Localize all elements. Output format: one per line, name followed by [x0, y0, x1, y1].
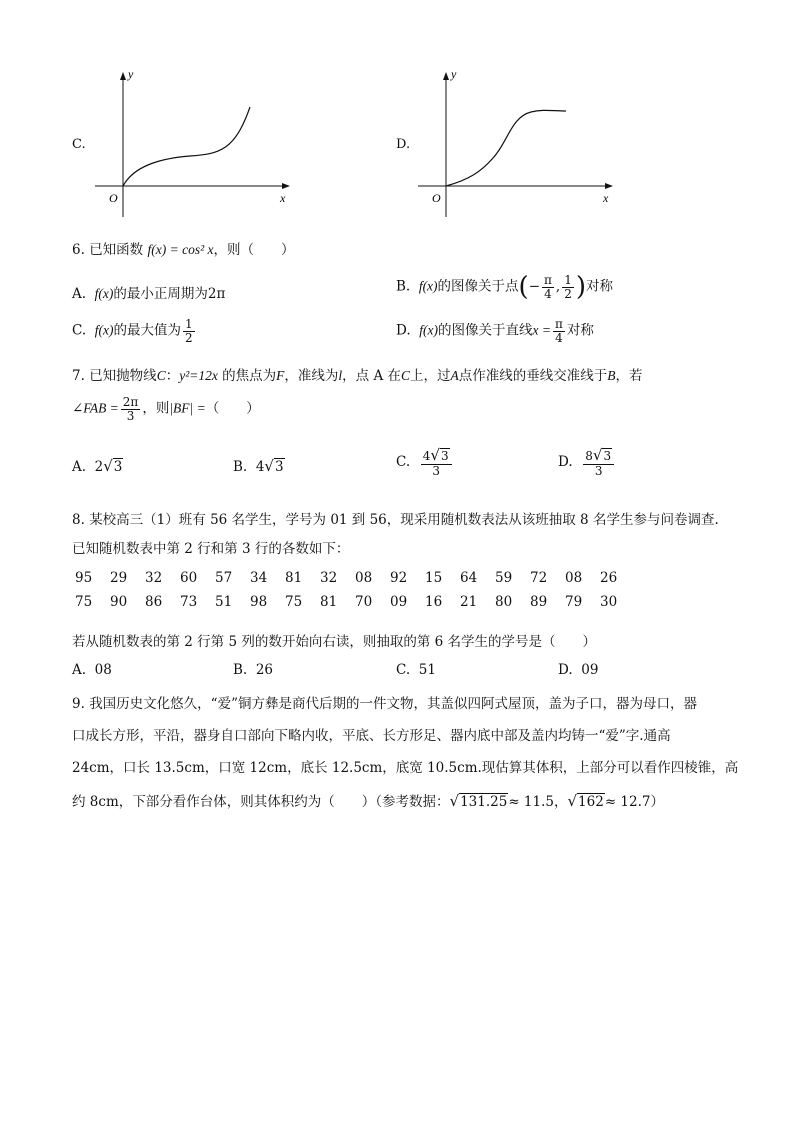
random-number: 73	[180, 594, 198, 610]
q9-line1: 我国历史文化悠久，“爱”铜方彝是商代后期的一件文物，其盖似四阿式屋顶，盖为子口，器为母口，器	[89, 696, 697, 712]
graph-d-x-label: x	[603, 191, 609, 205]
graph-c-x-label: x	[280, 191, 286, 205]
q6-option-d[interactable]	[396, 318, 594, 344]
q8-option-d[interactable]	[558, 662, 598, 678]
graph-d	[413, 62, 623, 222]
q7-option-c-frac: $\frac{4√3}{3}$	[421, 448, 452, 477]
q6-option-a[interactable]	[72, 282, 225, 302]
q7-option-d-frac: $\frac{8√3}{3}$	[583, 448, 614, 477]
random-number: 81	[285, 570, 303, 586]
q6-option-d-label: D.	[396, 322, 411, 339]
random-number: 34	[250, 570, 268, 586]
q6-option-b-label: B.	[396, 278, 411, 295]
q9-stem-line3: 24cm，口长 13.5cm，口宽 12cm，底长 12.5cm，底宽 10.5cm.现估算其体积，上部分可以看作四棱锥，高	[72, 760, 739, 776]
q8-option-b-value: 26	[255, 662, 273, 678]
q6-function: f(x) = cos² x	[147, 242, 214, 257]
q8-line1: 某校高三（1）班有 56 名学生，学号为 01 到 56，现采用随机数表法从该班抽取 8 名学生参与问卷调查.	[89, 512, 719, 528]
q6-option-c-frac: $\frac{1}{2}$	[184, 317, 193, 345]
random-number: 26	[600, 570, 618, 586]
q8-option-c-label: C.	[396, 662, 411, 678]
q7-option-b-label: B.	[233, 459, 248, 475]
random-number: 30	[600, 594, 618, 610]
q7-option-c[interactable]	[396, 448, 454, 477]
q6-option-c-func: f(x)	[94, 322, 114, 338]
q6-option-a-text: 的最小正周期为	[113, 286, 208, 302]
graph-d-origin: O	[432, 191, 441, 205]
q8-option-d-value: 09	[581, 662, 599, 678]
random-number: 08	[355, 570, 373, 586]
graph-d-y-arrow	[443, 72, 449, 80]
random-number: 57	[215, 570, 233, 586]
random-number: 09	[390, 594, 408, 610]
q7-option-d[interactable]	[558, 448, 616, 477]
random-number: 70	[355, 594, 373, 610]
random-number: 08	[565, 570, 583, 586]
q8-random-row-2	[75, 570, 635, 586]
q8-option-b-label: B.	[233, 662, 248, 678]
q6-option-c[interactable]	[72, 318, 197, 344]
q6-stem-pre: 已知函数	[89, 242, 144, 258]
q6-option-c-text: 的最大值为	[113, 322, 181, 339]
q6-option-b[interactable]: B. f(x)的图像关于点(− $\frac{\pi}{4}$ , $\frac{1}{2}$ )对称	[396, 272, 613, 302]
q8-stem-line1	[72, 508, 719, 528]
q7-option-c-label: C.	[396, 454, 411, 471]
q9-radical-2: 162	[578, 794, 604, 810]
option-c-graph-label: C.	[72, 137, 86, 152]
q7-stem-line1: 7. 已知抛物线C：y²=12x 的焦点为F，准线为l，点 A 在C上，过A点作准线的垂线交准线于B，若	[72, 368, 643, 384]
random-number: 29	[110, 570, 128, 586]
q7-bf: |BF| =	[169, 400, 206, 416]
random-number: 79	[565, 594, 583, 610]
q6-option-b-text: 的图像关于点	[437, 278, 519, 295]
random-number: 32	[145, 570, 163, 586]
q8-option-d-label: D.	[558, 662, 573, 678]
q7-stem-line2: ∠FAB = $\frac{2\pi}{3}$ ，则|BF| =（ ）	[72, 395, 260, 423]
random-number: 98	[250, 594, 268, 610]
q7-angle: ∠FAB =	[72, 400, 119, 416]
q6-option-a-func: f(x)	[94, 286, 114, 301]
q7-option-b[interactable]: B. 4√3	[233, 457, 284, 475]
q7-angle-frac: $\frac{2\pi}{3}$	[122, 395, 139, 423]
q7-option-a[interactable]: A. 2√3	[72, 457, 123, 475]
q7-option-a-label: A.	[72, 459, 87, 475]
q9-radical-1: 131.25	[460, 794, 508, 810]
q6-option-b-func: f(x)	[418, 278, 438, 294]
random-number: 59	[495, 570, 513, 586]
q6-option-d-var: x =	[532, 322, 551, 338]
random-number: 92	[390, 570, 408, 586]
random-number: 72	[530, 570, 548, 586]
random-number: 75	[285, 594, 303, 610]
q9-number: 9.	[72, 696, 85, 712]
option-d-graph-label: D.	[396, 137, 411, 152]
graph-c-y-arrow	[120, 72, 126, 80]
q8-option-c-value: 51	[418, 662, 436, 678]
q8-random-row-3	[75, 594, 635, 610]
random-number: 51	[215, 594, 233, 610]
q6-number: 6.	[72, 242, 85, 258]
q7-option-d-label: D.	[558, 454, 573, 471]
graph-c-y-label: y	[128, 67, 134, 81]
q7-parabola-eq: y²=12x	[179, 368, 218, 383]
random-number: 86	[145, 594, 163, 610]
q6-stem-post: ，则（ ）	[213, 242, 295, 258]
random-number: 80	[495, 594, 513, 610]
q8-stem-line3: 若从随机数表的第 2 行第 5 列的数开始向右读，则抽取的第 6 名学生的学号是（ ）	[72, 634, 597, 650]
q9-stem-line2: 口成长方形，平沿，器身自口部向下略内收，平底、长方形足、器内底中部及盖内均铸一“爱”字.通高	[72, 728, 671, 744]
graph-c	[90, 62, 300, 222]
q6-option-c-label: C.	[72, 322, 87, 339]
random-number: 75	[75, 594, 93, 610]
random-number: 15	[425, 570, 443, 586]
q8-option-b[interactable]	[233, 662, 273, 678]
random-number: 32	[320, 570, 338, 586]
q8-number: 8.	[72, 512, 85, 528]
q8-option-c[interactable]	[396, 662, 436, 678]
graph-c-x-arrow	[282, 183, 290, 189]
q6-option-d-text: 的图像关于直线	[437, 322, 533, 339]
q6-option-b-tail: 对称	[586, 278, 613, 295]
q9-stem-line1	[72, 692, 697, 712]
random-number: 21	[460, 594, 478, 610]
q6-option-d-func: f(x)	[419, 322, 438, 338]
random-number: 81	[320, 594, 338, 610]
graph-d-curve	[446, 110, 566, 186]
q6-option-d-frac: $\frac{\pi}{4}$	[554, 317, 563, 345]
q8-option-a-label: A.	[72, 662, 87, 678]
q6-stem	[72, 238, 295, 258]
random-number: 60	[180, 570, 198, 586]
q6-option-b-frac2: $\frac{1}{2}$	[564, 272, 572, 301]
q6-option-d-tail: 对称	[566, 322, 594, 339]
q9-stem-line4: 约 8cm，下部分看作台体，则其体积约为（ ）（参考数据：√131.25≈ 11.5，√162≈ 12.7）	[72, 792, 664, 810]
graph-c-origin: O	[109, 191, 118, 205]
graph-d-x-arrow	[605, 183, 613, 189]
graph-d-y-label: y	[451, 67, 457, 81]
q6-option-a-label: A.	[72, 286, 87, 302]
q8-option-a[interactable]	[72, 662, 112, 678]
random-number: 89	[530, 594, 548, 610]
random-number: 64	[460, 570, 478, 586]
q8-option-a-value: 08	[94, 662, 112, 678]
q7-number: 7.	[72, 368, 85, 384]
q6-option-a-value: 2π	[207, 286, 226, 302]
q6-option-b-frac1: $\frac{\pi}{4}$	[544, 272, 552, 301]
random-number: 16	[425, 594, 443, 610]
graph-c-curve	[123, 107, 250, 186]
q8-stem-line2: 已知随机数表中第 2 行和第 3 行的各数如下：	[72, 541, 350, 557]
random-number: 90	[110, 594, 128, 610]
random-number: 95	[75, 570, 93, 586]
